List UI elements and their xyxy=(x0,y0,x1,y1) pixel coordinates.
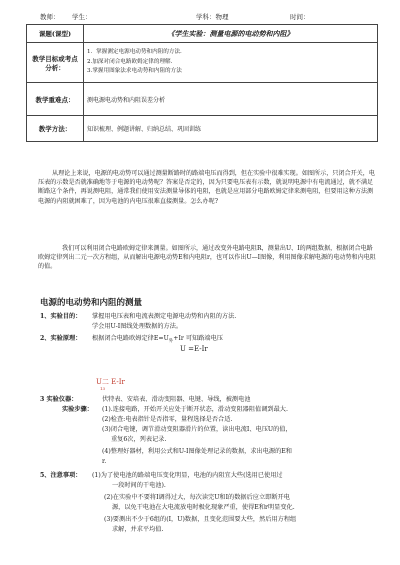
lesson-table xyxy=(26,24,378,142)
principle-label: 2、实验原理： xyxy=(40,335,82,342)
equipment-label: 3 实验仪器： xyxy=(40,396,78,403)
intro-paragraph-1: 从理论上来说，电源的电动势可以通过测量断路时的路端电压而得到，但在实验中很难实现。如图所示，只闭合开关，电压表的示数是否就准确地等于电源的电动势呢？答案是否定的，因为只要电压表有示数，就说明电源中有电流通过，就不满足断路这个条件，再说测电阻，通常我们使用安法测量导体的电阻，也就是应用部分电路欧姆定律来测电阻，但要用这种方法测电源的内阻就困难了，因为电池的内电压很难直接测量。怎么办呢? xyxy=(38,170,375,205)
steps-label: 实验步骤： xyxy=(62,406,93,413)
principle-text xyxy=(92,333,223,344)
formula-red-subscript: 13 xyxy=(100,386,106,391)
step-line: (2)检查:电表指针是否指零，量程选择是否合适. xyxy=(102,416,233,423)
formula-main: U =E-Ir xyxy=(180,345,208,353)
goal-line: 1．掌握测定电源电动势和内阻的方法. xyxy=(87,49,182,56)
purpose-line-1: 掌握用电压表和电流表测定电源电动势和内阻的方法. xyxy=(92,313,237,320)
principle-text-main: 根据闭合电路欧姆定律E=U xyxy=(92,335,169,342)
topic-label: 课题(课型) xyxy=(27,25,84,43)
time-label: 时间： xyxy=(290,13,310,21)
intro-paragraph-2: 我们可以利用闭合电路欧姆定律来测量。如图所示，通过改变外电路电阻R，测量出U、I的两组数据，根据闭合电路欧姆定律列出二元一次方程组，从而解出电源电动势E和内电阻r，也可以作出U—I图像，利用图像求解电源的电动势和内电阻的值。 xyxy=(38,245,376,271)
formula-red: U二 E-Ir xyxy=(96,378,125,386)
note-line: (1)为了使电池的路端电压变化明显，电池的内阻宜大些(选用已使用过 xyxy=(92,472,283,479)
section-title: 电源的电动势和内阻的测量 xyxy=(40,298,143,308)
note-line: 源，以免干电池在大电流放电时极化现象严重，使得E和r明显变化. xyxy=(112,504,295,511)
methods-value: 知识梳理、例题讲解、归纳总结、巩固训练 xyxy=(84,116,378,142)
note-line: 一段时间的干电池). xyxy=(112,482,166,489)
subject-label: 学科：物理 xyxy=(196,13,229,21)
notes-label: 5、注意事项： xyxy=(40,472,82,479)
principle-text-tail: +Ir 可知路端电压 xyxy=(173,335,223,342)
goals-cell xyxy=(84,43,378,83)
step-line: r. xyxy=(102,458,107,465)
student-label: 学生： xyxy=(72,13,92,21)
purpose-label: 1、实验目的： xyxy=(40,313,82,320)
purpose-line-2: 学会用U-I图线处理数据的方法。 xyxy=(92,323,183,330)
key-points-label: 教学重难点： xyxy=(27,83,84,116)
note-line: (3)要测出不少于6组的(I，U)数据，且变化范围要大些，然后用方程组 xyxy=(104,516,297,523)
equipment-text: 伏特表、安培表、滑动变阻器、电键、导线，被测电池 xyxy=(102,396,251,403)
goal-line: 3.掌握用图象法求电动势和内阻的方法 xyxy=(87,68,182,75)
topic-value: 《学生实验：测量电源的电动势和内阻》 xyxy=(84,25,378,43)
step-line: 重复6次，列表记录. xyxy=(111,436,167,443)
step-line: (4)整理好器材，利用公式和U-I图像处理记录的数据，求出电源的E和 xyxy=(102,448,292,455)
methods-label: 教学方法： xyxy=(27,116,84,142)
note-line: (2)在实验中不要将I调得过大，每次读完U和I的数据后应立即断开电 xyxy=(104,494,290,501)
step-line: (1).连接电路，开始开关应处于断开状态，滑动变阻器阻值调到最大. xyxy=(102,406,288,413)
note-line: 求解，并求平均值. xyxy=(112,526,164,533)
teacher-label: 教师： xyxy=(40,13,60,21)
principle-subscript: 外 xyxy=(168,339,174,345)
goals-label: 教学目标或考点分析： xyxy=(27,43,84,83)
step-line: (3)闭合电键，调节滑动变阻器滑片的位置，读出电流I、电压U的值， xyxy=(102,426,292,433)
goal-line: 2.加深对闭合电路欧姆定律的理解. xyxy=(87,58,173,65)
key-points-value: 测电源电动势和内阻误差分析 xyxy=(84,83,378,116)
